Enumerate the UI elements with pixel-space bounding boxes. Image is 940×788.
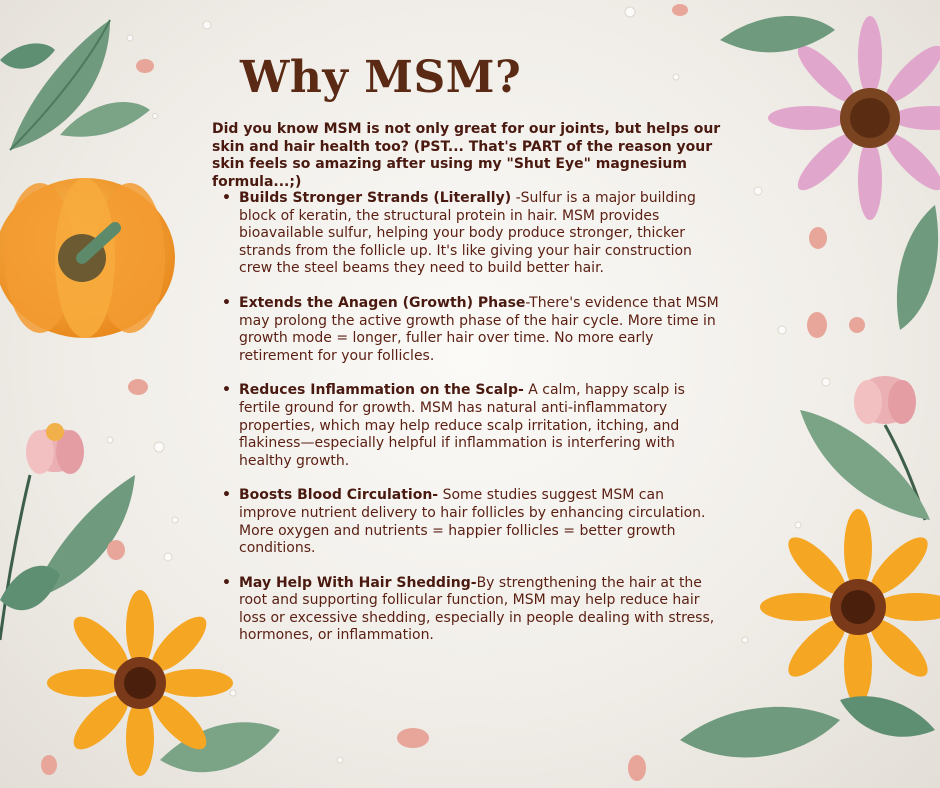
daisy-icon xyxy=(720,16,940,220)
bullet-icon: • xyxy=(222,294,231,311)
list-item xyxy=(222,382,722,470)
list-item xyxy=(222,487,722,557)
benefit-title: Reduces Inflammation on the Scalp- xyxy=(239,382,524,399)
bullet-icon: • xyxy=(222,574,231,591)
lotus-icon xyxy=(800,205,938,520)
list-item xyxy=(222,295,722,365)
page-title: Why MSM? xyxy=(240,52,522,103)
list-item xyxy=(222,575,722,645)
pumpkin-icon xyxy=(0,178,175,338)
benefit-body: -There's evidence that MSM may prolong the active growth phase of the hair cycle. More time in growth mode = longer, fuller hair over time. No more early retirement for your follicles. xyxy=(239,294,719,364)
benefit-title: Boosts Blood Circulation- xyxy=(239,487,439,504)
benefits-list xyxy=(222,190,722,662)
benefit-body: By strengthening the hair at the root and supporting follicular function, MSM may help reduce hair loss or excessive shedding, especially in people dealing with stress, hormones, or inflammation. xyxy=(239,574,715,644)
benefit-body: A calm, happy scalp is fertile ground for growth. MSM has natural anti-inflammatory properties, which may help reduce scalp irritation, itching, and flakiness—especially helpful if inflammation is interfering with healthy growth. xyxy=(239,382,685,469)
benefit-body: -Sulfur is a major building block of keratin, the structural protein in hair. MSM provides bioavailable sulfur, helping your body produce stronger, thicker strands from the follicle up. It's like giving your hair construction crew the steel beams they need to build better hair. xyxy=(239,190,696,277)
benefit-title: Extends the Anagen (Growth) Phase xyxy=(239,294,526,311)
benefit-title: May Help With Hair Shedding- xyxy=(239,574,477,591)
bullet-icon: • xyxy=(222,382,231,399)
benefit-body: Some studies suggest MSM can improve nutrient delivery to hair follicles by enhancing circulation. More oxygen and nutrients = happier follicles = better growth conditions. xyxy=(239,487,706,557)
list-item xyxy=(222,190,722,278)
intro-text: Did you know MSM is not only great for our joints, but helps our skin and hair health too? (PST... That's PART of the reason your skin feels so amazing after using my "Shut Eye" magnesium formula...;) xyxy=(212,121,721,190)
bullet-icon: • xyxy=(222,487,231,504)
benefit-title: Builds Stronger Strands (Literally) xyxy=(239,190,512,206)
bullet-icon: • xyxy=(222,190,231,206)
